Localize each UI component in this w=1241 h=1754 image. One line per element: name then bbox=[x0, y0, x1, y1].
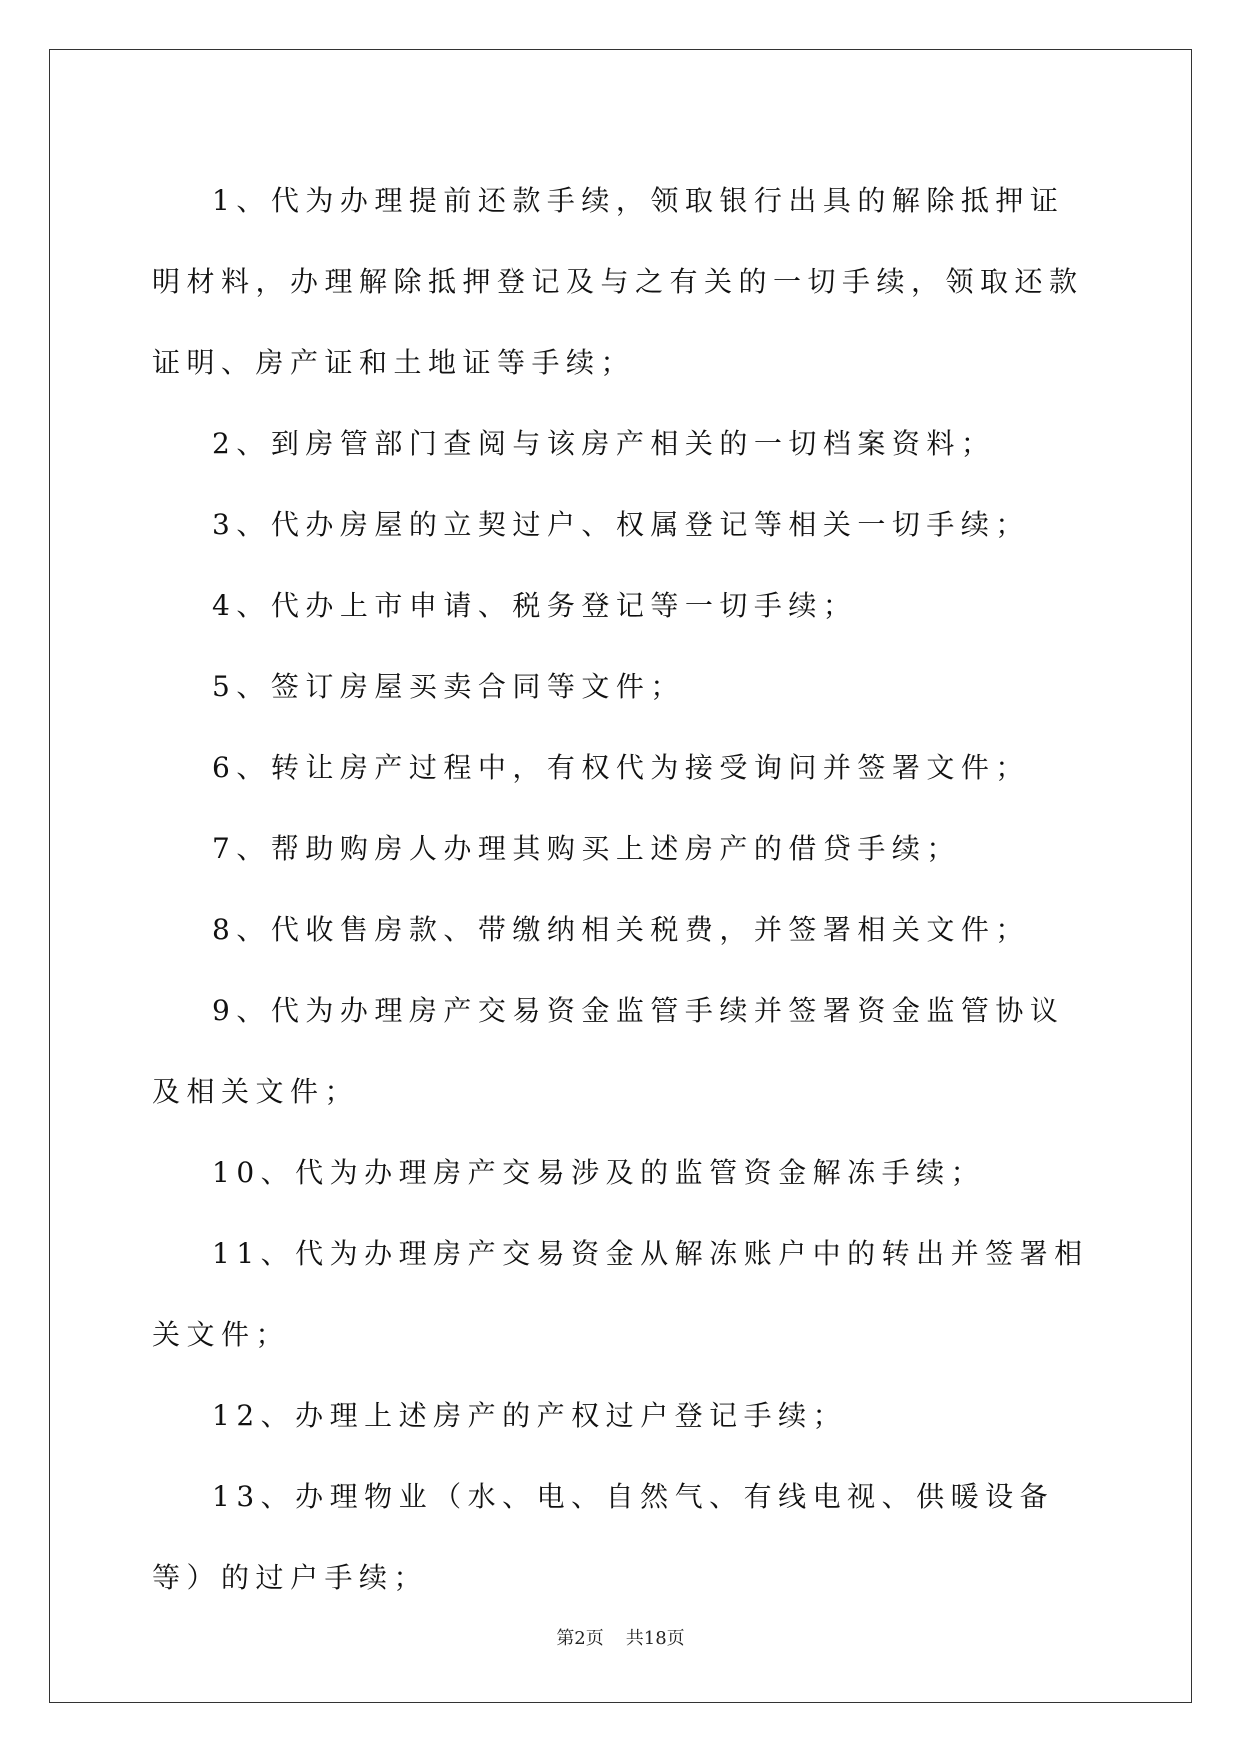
paragraph-item-4: 4、代办上市申请、税务登记等一切手续； bbox=[212, 589, 858, 622]
paragraph-item-9: 9、代为办理房产交易资金监管手续并签署资金监管协议及相关文件； bbox=[152, 994, 1065, 1108]
paragraph-item-7: 7、帮助购房人办理其购买上述房产的借贷手续； bbox=[212, 832, 961, 865]
paragraph-item-5: 5、签订房屋买卖合同等文件； bbox=[212, 670, 685, 703]
paragraph-item-2: 2、到房管部门查阅与该房产相关的一切档案资料； bbox=[212, 427, 996, 460]
document-body bbox=[152, 160, 1092, 1618]
page-number: 第2页 bbox=[556, 1628, 604, 1649]
paragraph-item-13: 13、办理物业（水、电、自然气、有线电视、供暖设备等）的过户手续； bbox=[152, 1480, 1055, 1594]
page-total: 共18页 bbox=[625, 1628, 685, 1649]
page-footer bbox=[0, 1624, 1241, 1650]
paragraph-item-6: 6、转让房产过程中，有权代为接受询问并签署文件； bbox=[212, 751, 1030, 784]
paragraph-item-1: 1、代为办理提前还款手续，领取银行出具的解除抵押证明材料，办理解除抵押登记及与之有关的一切手续，领取还款证明、房产证和土地证等手续； bbox=[152, 184, 1084, 379]
paragraph-item-10: 10、代为办理房产交易涉及的监管资金解冻手续； bbox=[212, 1156, 986, 1189]
paragraph-item-3: 3、代办房屋的立契过户、权属登记等相关一切手续； bbox=[212, 508, 1030, 541]
paragraph-item-8: 8、代收售房款、带缴纳相关税费，并签署相关文件； bbox=[212, 913, 1030, 946]
paragraph-item-12: 12、办理上述房产的产权过户登记手续； bbox=[212, 1399, 848, 1432]
paragraph-item-11: 11、代为办理房产交易资金从解冻账户中的转出并签署相关文件； bbox=[152, 1237, 1089, 1351]
